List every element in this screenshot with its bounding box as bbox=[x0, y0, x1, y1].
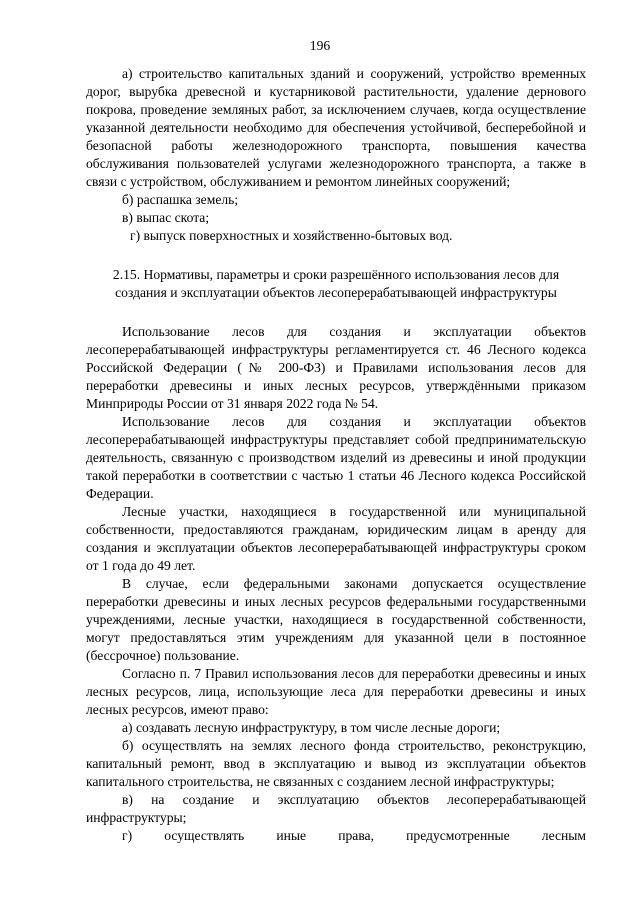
list-item-b: б) распашка земель; bbox=[122, 192, 239, 207]
paragraph: Использование лесов для создания и эксплуатации объектов лесоперерабатывающей инфраструктуры представляет собой предпринимательскую деятельность, связанную с производством изделий из древесины и иной продукции такой переработки в соответствии с частью 1 статьи 46 Лесного кодекса Российской Федерации. bbox=[86, 414, 586, 501]
rights-item-a: а) создавать лесную инфраструктуру, в том числе лесные дороги; bbox=[122, 720, 501, 735]
list-item-g: г) выпуск поверхностных и хозяйственно-бытовых вод. bbox=[130, 228, 453, 243]
paragraph: Использование лесов для создания и эксплуатации объектов лесоперерабатывающей инфраструктуры регламентируется ст. 46 Лесного кодекса Российской Федерации (№ 200-ФЗ) и Правилами использования лесов для переработки древесины и иных лесных ресурсов, утверждёнными приказом Минприроды России от 31 января 2022 года № 54. bbox=[86, 324, 586, 411]
section-heading: 2.15. Нормативы, параметры и сроки разрешённого использования лесов для создания и эксплуатации объектов лесоперерабатывающей инфраструктуры bbox=[112, 267, 560, 300]
page-number: 196 bbox=[309, 38, 331, 53]
paragraph: В случае, если федеральными законами допускается осуществление переработки древесины и иных лесных ресурсов федеральными государственными учреждениями, лесные участки, находящиеся в государственной собственности, могут предоставляться этим учреждениям для указанной цели в постоянное (бессрочное) пользование. bbox=[86, 576, 586, 663]
paragraph: Согласно п. 7 Правил использования лесов для переработки древесины и иных лесных ресурсов, лица, использующие леса для переработки древесины и иных лесных ресурсов, имеют право: bbox=[86, 666, 586, 717]
paragraph: Лесные участки, находящиеся в государственной или муниципальной собственности, предоставляются гражданам, юридическим лицам в аренду для создания и эксплуатации объектов лесоперерабатывающей инфраструктуры сроком от 1 года до 49 лет. bbox=[86, 504, 586, 573]
page-content bbox=[86, 65, 586, 845]
list-item-a: а) строительство капитальных зданий и сооружений, устройство временных дорог, вырубка древесной и кустарниковой растительности, удаление дернового покрова, проведение земляных работ, за исключением случаев, когда осуществление указанной деятельности необходимо для обеспечения устойчивой, бесперебойной и безопасной работы железнодорожного транспорта, повышения качества обслуживания пользователей услугами железнодорожного транспорта, а также в связи с устройством, обслуживанием и ремонтом линейных сооружений; bbox=[86, 66, 586, 189]
rights-item-g: г) осуществлять иные права, предусмотренные лесным bbox=[122, 828, 586, 843]
list-item-v: в) выпас скота; bbox=[122, 210, 210, 225]
rights-item-b: б) осуществлять на землях лесного фонда строительство, реконструкцию, капитальный ремонт, ввод в эксплуатацию и вывод из эксплуатации объектов капитального строительства, не связанных с созданием лесной инфраструктуры; bbox=[86, 738, 586, 789]
rights-item-v: в) на создание и эксплуатацию объектов лесоперерабатывающей инфраструктуры; bbox=[86, 792, 586, 825]
